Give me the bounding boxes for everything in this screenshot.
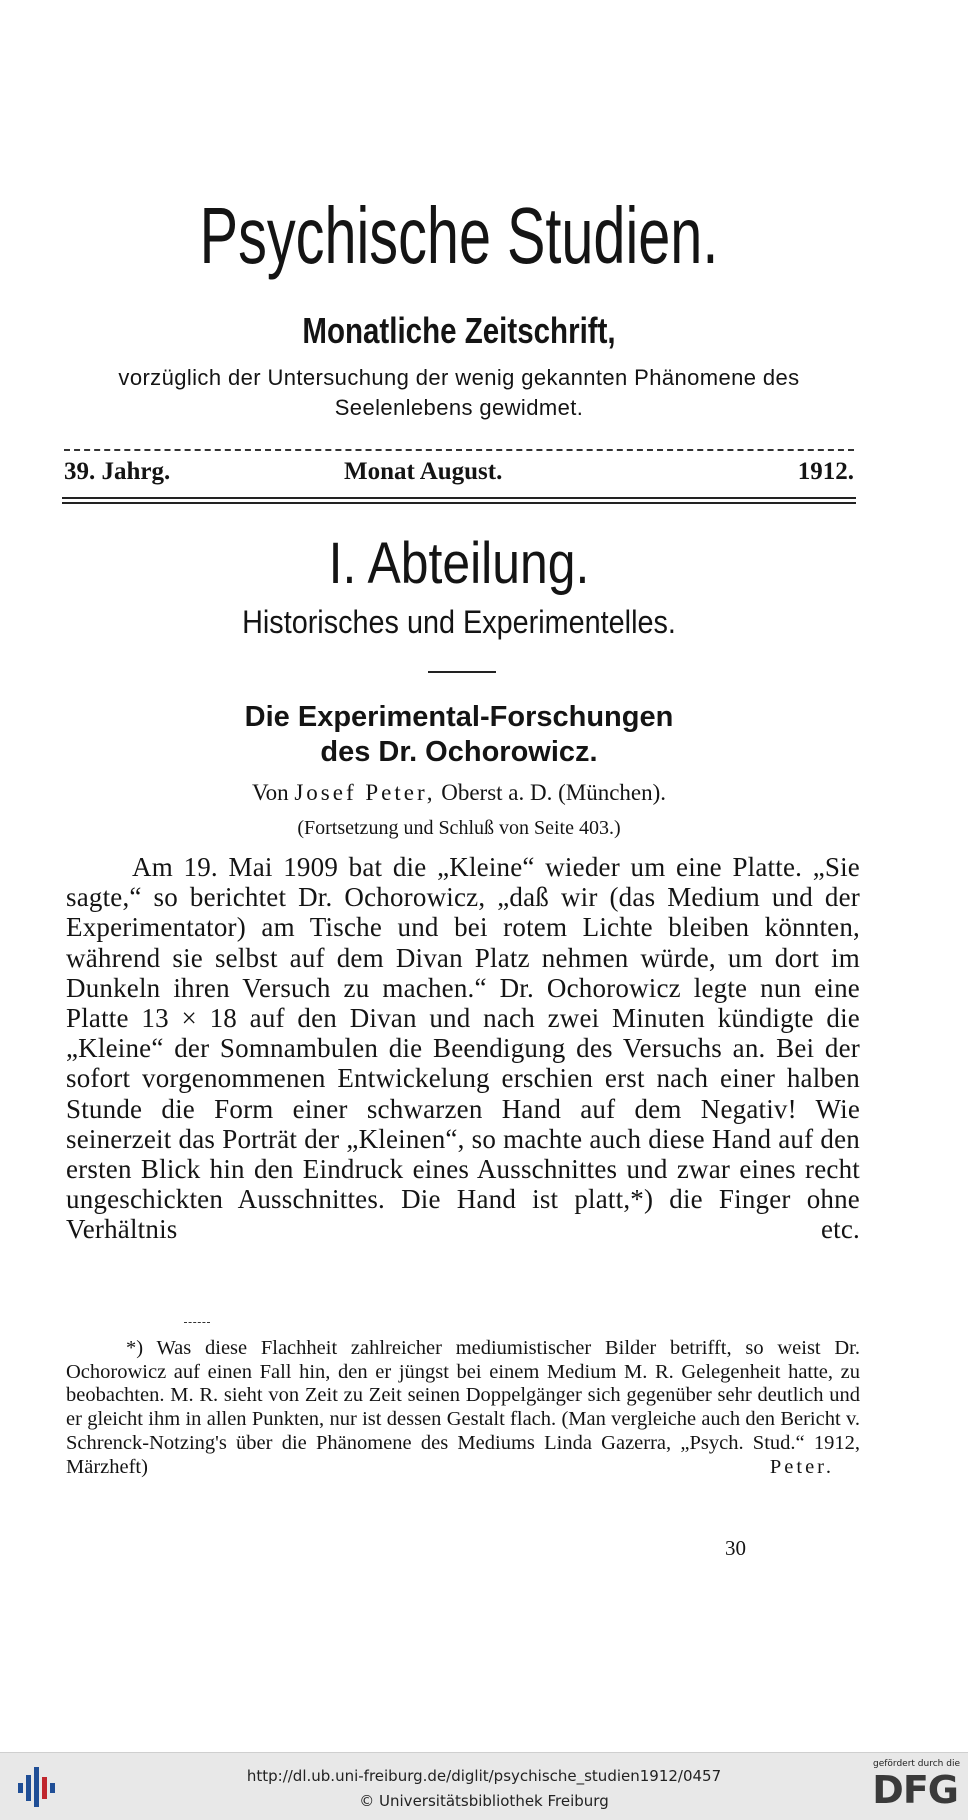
copyright-notice: © Universitätsbibliothek Freiburg xyxy=(359,1792,609,1810)
section-subtitle: Historisches und Experimentelles. xyxy=(242,604,676,640)
journal-description xyxy=(40,363,878,423)
article-body xyxy=(66,852,860,1245)
byline-author: Josef Peter, xyxy=(294,780,436,805)
document-url-link[interactable]: http://dl.ub.uni-freiburg.de/diglit/psychische_studien1912/0457 xyxy=(246,1767,722,1785)
section-divider xyxy=(428,671,496,673)
journal-subtitle: Monatliche Zeitschrift, xyxy=(302,310,616,351)
continuation-note: (Fortsetzung und Schluß von Seite 403.) xyxy=(297,817,621,839)
funding-note: gefördert durch die xyxy=(873,1759,960,1769)
header-rule-bottom xyxy=(62,497,856,504)
footnote-separator xyxy=(184,1322,210,1323)
header-rule-top xyxy=(64,449,854,451)
issue-year: 39. Jahrg. xyxy=(64,458,171,485)
body-paragraph: Am 19. Mai 1909 bat die „Kleine“ wieder um eine Platte. „Sie sagte,“ so berichtet Dr. Ochorowicz, „daß wir (das Medium und der Experimentator) am Tische und bei rotem Lichte bleiben könnten, während sie selbst auf dem Divan Platz nehmen würde, um dort im Dunkeln ihren Versuch zu machen.“ Dr. Ochorowicz legte nun eine Platte 13 × 18 auf den Divan und nach zwei Minuten kündigte die „Kleine“ der Somnambulen die Beendigung des Versuchs an. Bei der sofort vorgenommenen Entwickelung erschien erst nach einer halben Stunde die Form einer schwarzen Hand auf dem Negativ! Wie seinerzeit das Porträt der „Kleinen“, so machte auch diese Hand auf den ersten Blick hin den Eindruck eines Ausschnittes und zwar eines recht ungeschickten Ausschnittes. Die Hand ist platt,*) die Finger ohne Verhältnis etc. xyxy=(66,852,860,1245)
journal-title: Psychische Studien. xyxy=(199,191,719,280)
description-line-1: vorzüglich der Untersuchung der wenig gekannten Phänomene des xyxy=(118,365,800,390)
byline-suffix: Oberst a. D. (München). xyxy=(441,780,667,805)
article-title-line-2: des Dr. Ochorowicz. xyxy=(320,736,598,768)
article-title xyxy=(0,700,918,770)
section-title: I. Abteilung. xyxy=(328,531,590,596)
article-byline xyxy=(0,780,918,806)
page-number: 30 xyxy=(725,1536,746,1560)
issue-date: 1912. xyxy=(797,458,854,485)
issue-meta-row xyxy=(64,458,854,492)
viewer-footer xyxy=(0,1752,968,1820)
article-title-line-1: Die Experimental-Forschungen xyxy=(244,701,674,733)
description-line-2: Seelenlebens gewidmet. xyxy=(334,395,584,420)
footnote xyxy=(66,1337,860,1479)
dfg-logo: DFG xyxy=(872,1768,958,1812)
byline-prefix: Von xyxy=(251,780,289,805)
issue-month: Monat August. xyxy=(344,458,503,485)
footnote-text: *) Was diese Flachheit zahlreicher mediumistischer Bilder betrifft, so weist Dr. Ochorowicz auf einen Fall hin, den er jüngst bei einem Medium M. R. Gelegenheit hatte, zu beobachten. M. R. sieht von Zeit zu Zeit seinen Doppelgänger sich gegenüber sehr deutlich und er gleicht ihm in allen Punkten, nur ist dessen Gestalt flach. (Man vergleiche auch den Bericht v. Schrenck-Notzing's über die Phänomene des Mediums Linda Gazerra, „Psych. Stud.“ 1912, Märzheft) xyxy=(66,1337,860,1478)
footnote-signature: Peter. xyxy=(769,1455,834,1478)
